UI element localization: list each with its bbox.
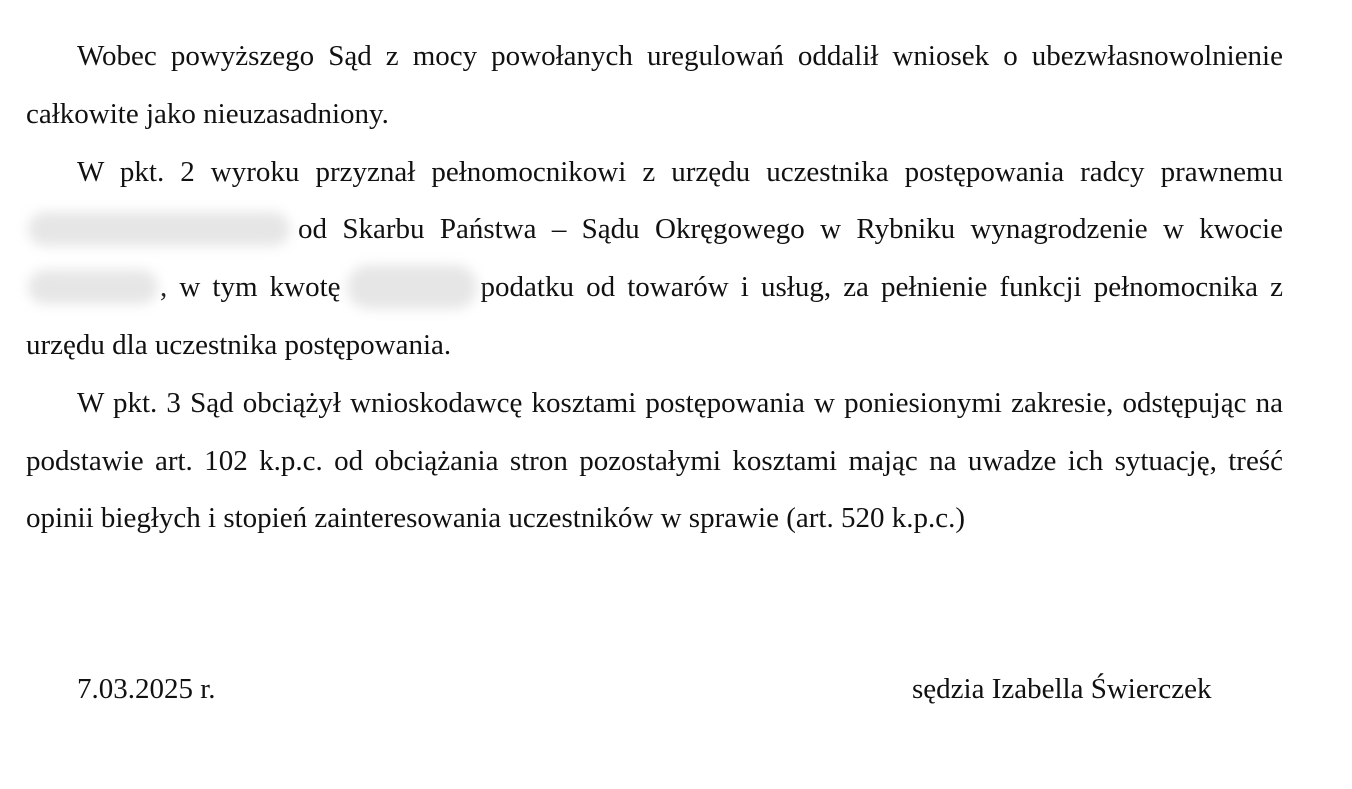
judge-signature: sędzia Izabella Świerczek	[912, 673, 1212, 705]
remuneration-text-part3: , w tym kwotę	[160, 271, 341, 304]
paragraph-dismissal-text: Wobec powyższego Sąd z mocy powołanych uregulowań oddalił wniosek o ubezwłasnowolnienie całkowite jako nieuzasadniony.	[26, 40, 1283, 130]
paragraph-costs-text: W pkt. 3 Sąd obciążył wnioskodawcę kosztami postępowania w poniesionymi zakresie, odstępując na podstawie art. 102 k.p.c. od obciążania stron pozostałymi kosztami mając na uwadze ich sytuację, treść opinii biegłych i stopień zainteresowania uczestników w sprawie (art. 520 k.p.c.)	[26, 386, 1283, 535]
paragraph-dismissal	[26, 28, 1283, 144]
document-date: 7.03.2025 r.	[77, 673, 216, 705]
document-body	[26, 28, 1283, 548]
remuneration-text-part4: podatku od towarów i usług, za pełnienie funkcji pełnomocnika z urzędu dla uczestnika postępowania.	[26, 271, 1283, 361]
redacted-amount	[28, 270, 158, 304]
paragraph-remuneration	[26, 144, 1283, 375]
remuneration-text-part2: od Skarbu Państwa – Sądu Okręgowego w Rybniku wynagrodzenie w kwocie	[298, 213, 1283, 246]
paragraph-costs	[26, 375, 1283, 548]
redacted-tax-amount	[347, 265, 477, 309]
redacted-attorney-name	[28, 212, 290, 246]
remuneration-text-part1: W pkt. 2 wyroku przyznał pełnomocnikowi z urzędu uczestnika postępowania radcy prawnemu	[77, 155, 1283, 188]
